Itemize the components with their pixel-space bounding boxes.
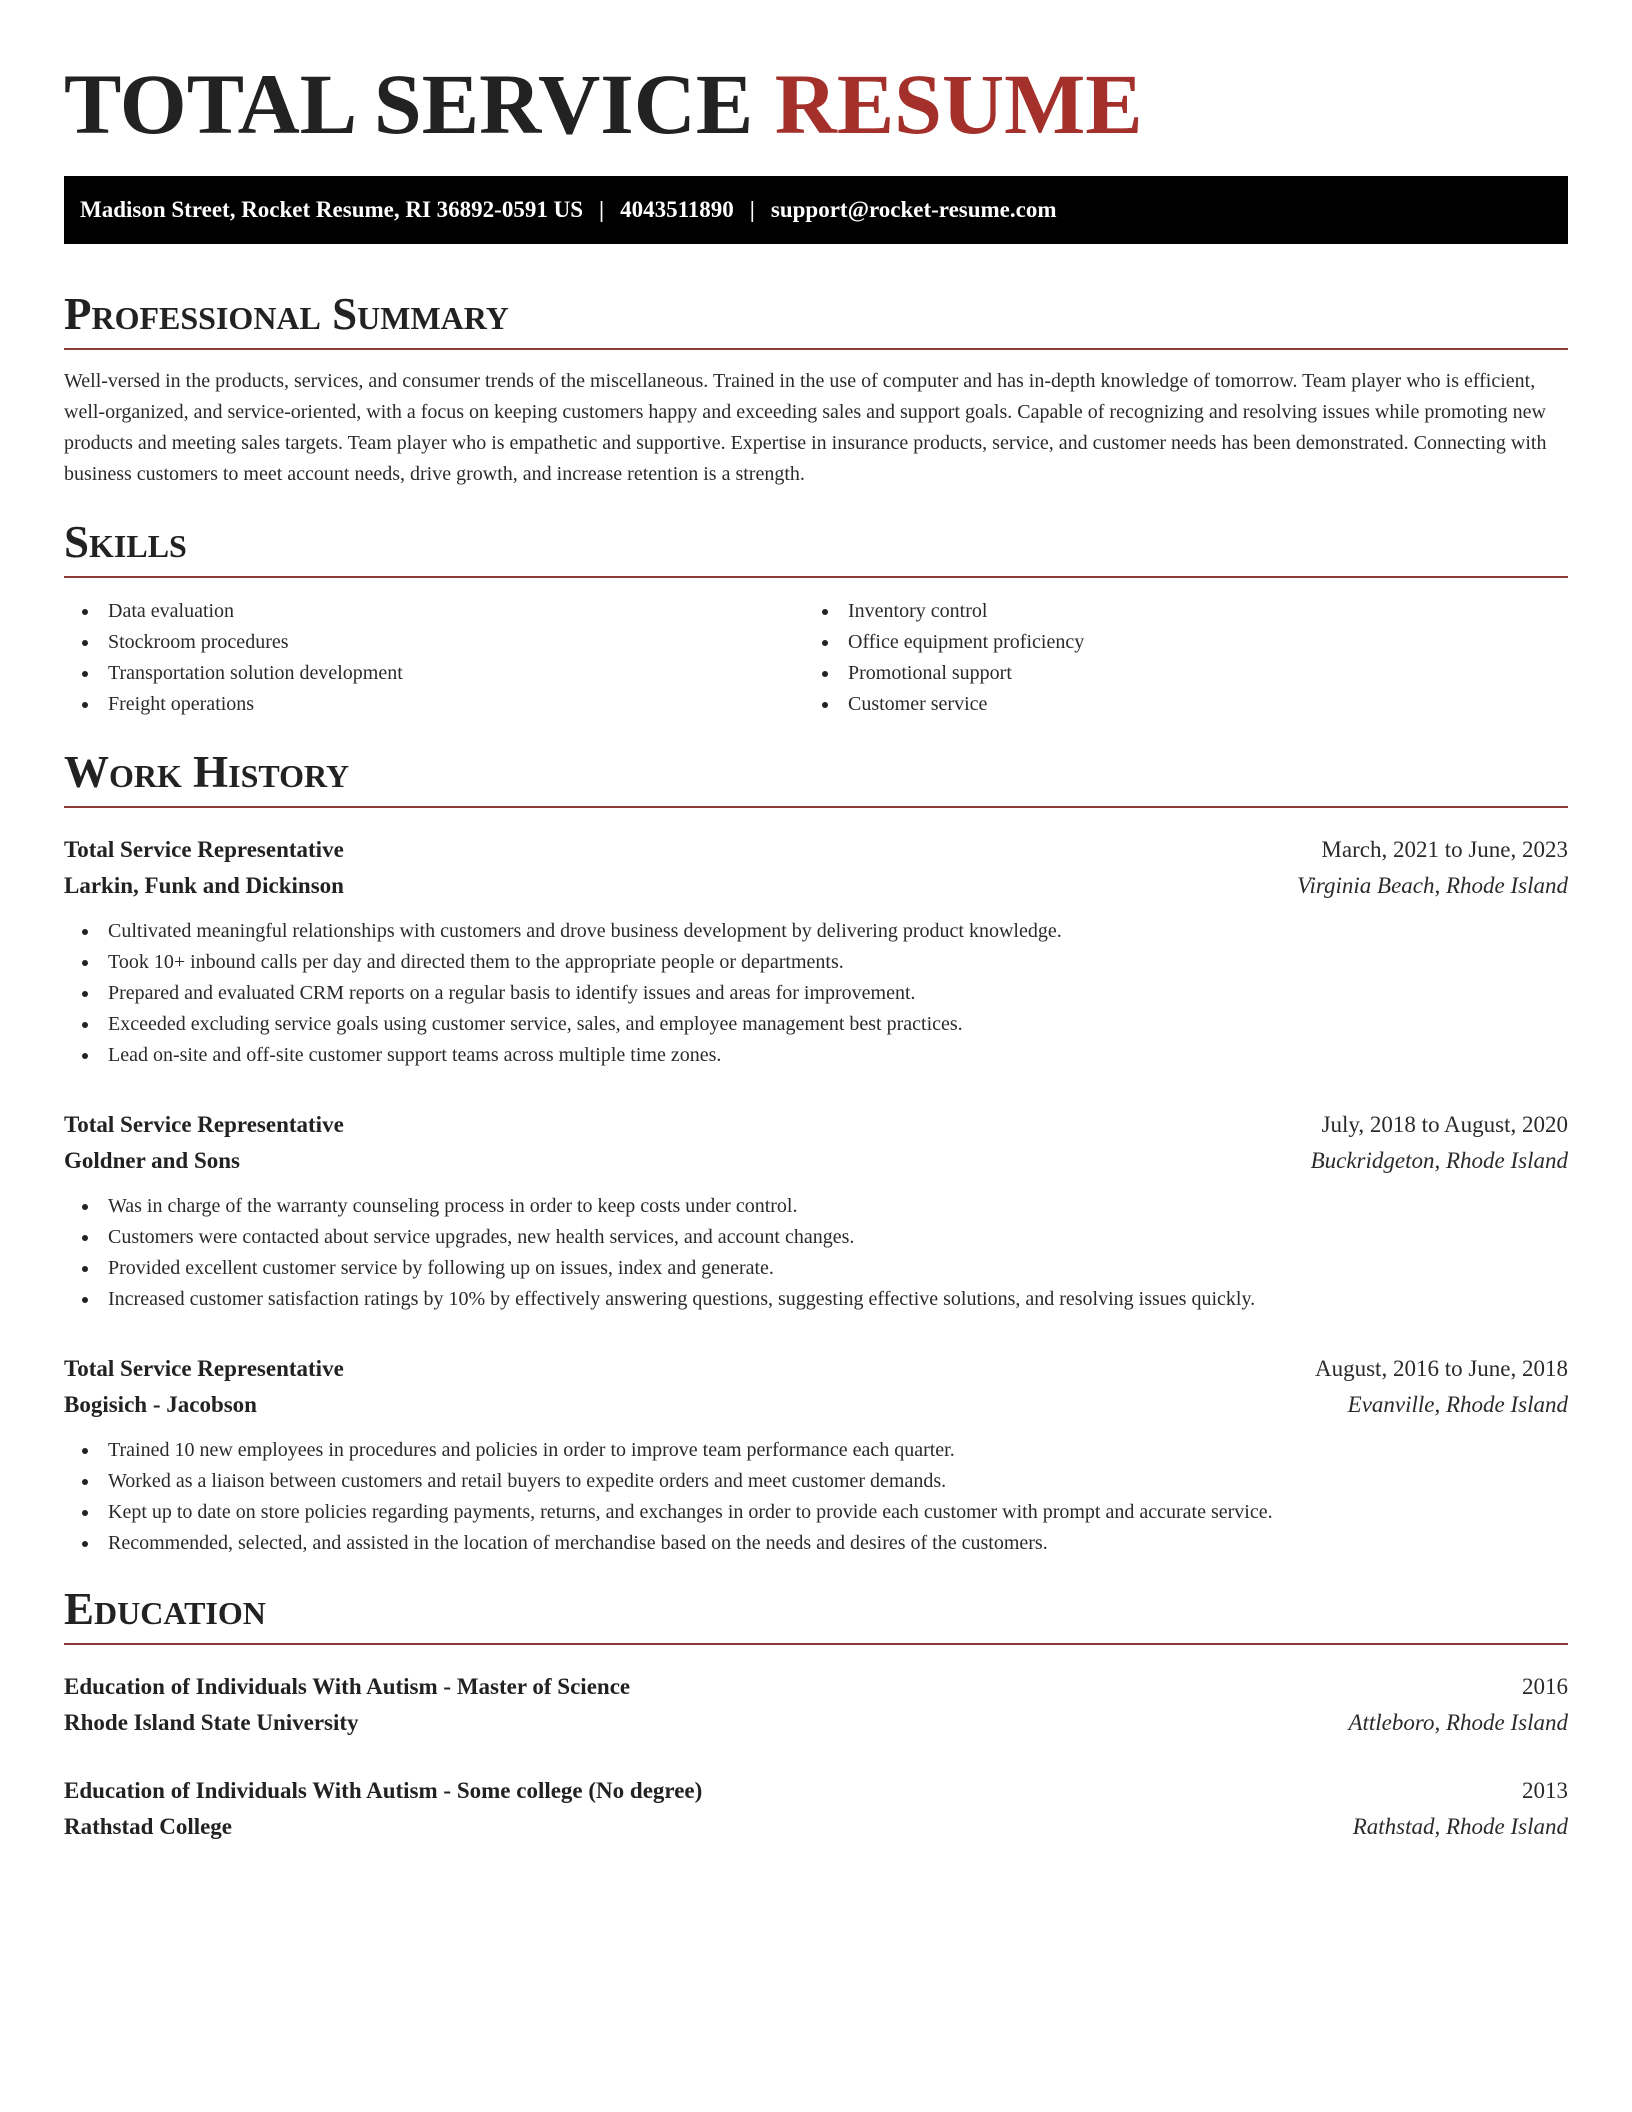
education-heading: Education xyxy=(64,1583,1568,1645)
job-title: Total Service Representative xyxy=(64,1356,344,1381)
job-bullet: Provided excellent customer service by following up on issues, index and generate. xyxy=(64,1253,1568,1284)
summary-heading: Professional Summary xyxy=(64,288,1568,350)
education-entry xyxy=(64,1669,1568,1741)
education-header xyxy=(64,1773,1568,1809)
job-title: Total Service Representative xyxy=(64,1112,344,1137)
job-bullet: Increased customer satisfaction ratings by 10% by effectively answering questions, suggesting effective solutions, and resolving issues quickly. xyxy=(64,1284,1568,1315)
job-bullet: Recommended, selected, and assisted in the location of merchandise based on the needs and desires of the customers. xyxy=(64,1528,1568,1559)
job-company: Goldner and Sons xyxy=(64,1148,240,1173)
skills-column-right xyxy=(804,596,1544,720)
skill-item: Office equipment proficiency xyxy=(804,627,1544,658)
education-school: Rhode Island State University xyxy=(64,1710,359,1735)
education-year: 2016 xyxy=(1522,1674,1568,1699)
job-location: Virginia Beach, Rhode Island xyxy=(1297,873,1568,898)
title-accent: RESUME xyxy=(774,56,1143,152)
job-bullet: Cultivated meaningful relationships with customers and drove business development by delivering product knowledge. xyxy=(64,916,1568,947)
skill-item: Transportation solution development xyxy=(64,658,804,689)
job-dates: March, 2021 to June, 2023 xyxy=(1321,837,1568,862)
job-bullet: Kept up to date on store policies regarding payments, returns, and exchanges in order to provide each customer with prompt and accurate service. xyxy=(64,1497,1568,1528)
resume-title xyxy=(64,56,1568,152)
job-location: Evanville, Rhode Island xyxy=(1347,1392,1568,1417)
contact-bar xyxy=(64,176,1568,244)
job-dates: August, 2016 to June, 2018 xyxy=(1315,1356,1568,1381)
job-bullet: Prepared and evaluated CRM reports on a regular basis to identify issues and areas for improvement. xyxy=(64,978,1568,1009)
skills-column-left xyxy=(64,596,804,720)
job-header xyxy=(64,1351,1568,1387)
contact-separator: | xyxy=(598,197,605,222)
job-subheader xyxy=(64,868,1568,904)
work-history-heading: Work History xyxy=(64,746,1568,808)
job-company: Larkin, Funk and Dickinson xyxy=(64,873,344,898)
skill-item: Customer service xyxy=(804,689,1544,720)
education-subheader xyxy=(64,1705,1568,1741)
resume-page xyxy=(64,56,1568,1845)
education-entry xyxy=(64,1773,1568,1845)
job-header xyxy=(64,832,1568,868)
job-bullet: Trained 10 new employees in procedures and policies in order to improve team performance each quarter. xyxy=(64,1435,1568,1466)
job-header xyxy=(64,1107,1568,1143)
education-school: Rathstad College xyxy=(64,1814,233,1839)
job-bullet: Exceeded excluding service goals using customer service, sales, and employee management best practices. xyxy=(64,1009,1568,1040)
education-location: Rathstad, Rhode Island xyxy=(1352,1814,1568,1839)
contact-separator: | xyxy=(749,197,755,222)
skill-item: Promotional support xyxy=(804,658,1544,689)
job-bullets xyxy=(64,1191,1568,1315)
contact-phone: 4043511890 xyxy=(620,197,734,222)
job-entry xyxy=(64,832,1568,1071)
skill-item: Inventory control xyxy=(804,596,1544,627)
skills-list xyxy=(64,596,1568,720)
title-main: TOTAL SERVICE xyxy=(64,56,754,152)
skill-item: Data evaluation xyxy=(64,596,804,627)
job-entry xyxy=(64,1107,1568,1315)
job-bullet: Took 10+ inbound calls per day and directed them to the appropriate people or departments. xyxy=(64,947,1568,978)
job-bullet: Was in charge of the warranty counseling process in order to keep costs under control. xyxy=(64,1191,1568,1222)
education-subheader xyxy=(64,1809,1568,1845)
summary-text: Well-versed in the products, services, and consumer trends of the miscellaneous. Trained in the use of computer and has in-depth knowledge of tomorrow. Team player who is efficient, well-organized, and service-oriented, with a focus on keeping customers happy and exceeding sales and support goals. Capable of recognizing and resolving issues while promoting new products and meeting sales targets. Team player who is empathetic and supportive. Expertise in insurance products, service, and customer needs has been demonstrated. Connecting with business customers to meet account needs, drive growth, and increase retention is a strength. xyxy=(64,370,1547,485)
job-subheader xyxy=(64,1387,1568,1423)
job-entry xyxy=(64,1351,1568,1559)
job-subheader xyxy=(64,1143,1568,1179)
job-company: Bogisich - Jacobson xyxy=(64,1392,257,1417)
contact-address: Madison Street, Rocket Resume, RI 36892-0591 US xyxy=(80,197,583,222)
job-bullet: Customers were contacted about service upgrades, new health services, and account changes. xyxy=(64,1222,1568,1253)
skill-item: Freight operations xyxy=(64,689,804,720)
education-degree: Education of Individuals With Autism - Master of Science xyxy=(64,1674,631,1699)
job-bullets xyxy=(64,1435,1568,1559)
job-location: Buckridgeton, Rhode Island xyxy=(1310,1148,1568,1173)
education-location: Attleboro, Rhode Island xyxy=(1348,1710,1568,1735)
education-degree: Education of Individuals With Autism - Some college (No degree) xyxy=(64,1778,703,1803)
job-bullet: Lead on-site and off-site customer support teams across multiple time zones. xyxy=(64,1040,1568,1071)
job-dates: July, 2018 to August, 2020 xyxy=(1321,1112,1568,1137)
job-bullets xyxy=(64,916,1568,1071)
job-bullet: Worked as a liaison between customers and retail buyers to expedite orders and meet customer demands. xyxy=(64,1466,1568,1497)
education-year: 2013 xyxy=(1522,1778,1568,1803)
skill-item: Stockroom procedures xyxy=(64,627,804,658)
education-header xyxy=(64,1669,1568,1705)
job-title: Total Service Representative xyxy=(64,837,344,862)
skills-heading: Skills xyxy=(64,516,1568,578)
contact-email: support@rocket-resume.com xyxy=(770,197,1057,222)
